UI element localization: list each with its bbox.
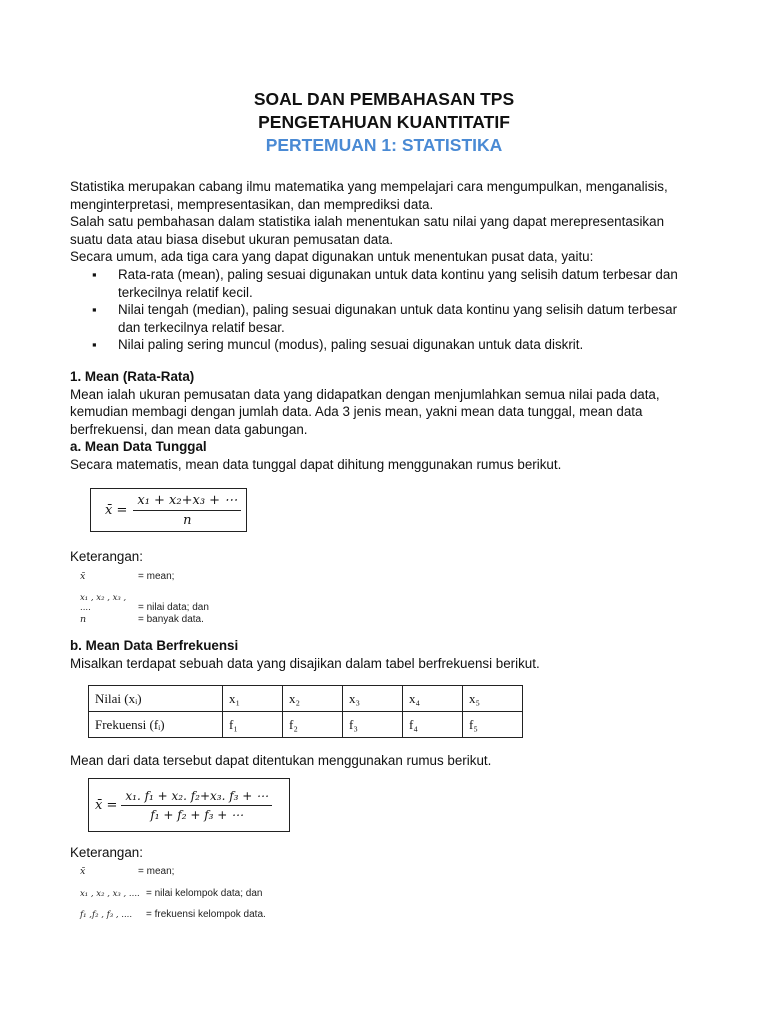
formula-fraction	[133, 493, 241, 528]
title-line-1: SOAL DAN PEMBAHASAN TPS	[253, 89, 515, 109]
keterangan-symbol: x₁ , x₂ , x₃ , ....	[80, 593, 127, 613]
list-item: ▪ Rata-rata (mean), paling sesuai digunakan untuk data kontinu yang selisih datum terbesar dan terkecilnya relatif kecil.	[70, 266, 700, 301]
keterangan-row	[80, 614, 204, 625]
keterangan-symbol: f₁ ,f₂ , f₃ , ....	[80, 910, 133, 920]
formula-denominator: f₁ + f₂ + f₃ + ⋯	[150, 807, 244, 822]
title-line-3: PERTEMUAN 1: STATISTIKA	[265, 135, 503, 155]
list-item: ▪ Nilai tengah (median), paling sesuai digunakan untuk data kontinu yang selisih datum terbesar dan terkecilnya relatif besar.	[70, 301, 700, 336]
mean-berfrekuensi-after: Mean dari data tersebut dapat ditentukan menggunakan rumus berikut.	[70, 753, 492, 768]
formula-mean-tunggal	[90, 488, 247, 532]
mean-heading: 1. Mean (Rata-Rata)	[70, 369, 195, 384]
mean-tunggal-description: Secara matematis, mean data tunggal dapat dihitung menggunakan rumus berikut.	[70, 456, 562, 472]
keterangan-row	[80, 866, 174, 877]
table-cell: x₂	[283, 686, 343, 712]
intro-paragraph-1: Statistika merupakan cabang ilmu matematika yang mempelajari cara mengumpulkan, menganalisis, menginterpretasi, mempresentasikan, dan memprediksi data.	[70, 179, 668, 212]
keterangan-symbol: x̄	[80, 571, 86, 582]
formula-numerator: x₁. f₁ + x₂. f₂+x₃. f₃ + ⋯	[121, 789, 272, 806]
formula-fraction	[121, 789, 272, 822]
center-measure-list	[70, 266, 700, 354]
intro-section	[70, 178, 700, 354]
formula-lhs: x̄ =	[105, 502, 128, 518]
formula-numerator: x₁ + x₂+x₃ + ⋯	[133, 493, 241, 511]
table-cell: x₃	[343, 686, 403, 712]
formula-lhs: x̄ =	[95, 797, 118, 813]
keterangan-symbol: x₁ , x₂ , x₃ , ....	[80, 889, 140, 899]
keterangan-desc: = banyak data.	[138, 614, 204, 625]
title-block	[0, 88, 768, 157]
keterangan-symbol: x̄	[80, 866, 86, 877]
keterangan-row	[80, 888, 262, 899]
mean-berfrekuensi-section	[70, 637, 700, 672]
table-row	[89, 686, 523, 712]
keterangan-desc: = mean;	[138, 866, 175, 877]
intro-paragraph-3: Secara umum, ada tiga cara yang dapat digunakan untuk menentukan pusat data, yaitu:	[70, 249, 594, 265]
table-cell: f₂	[283, 712, 343, 738]
mean-berfrekuensi-description: Misalkan terdapat sebuah data yang disajikan dalam tabel berfrekuensi berikut.	[70, 655, 540, 671]
formula-denominator: n	[183, 512, 192, 528]
keterangan-symbol: n	[80, 614, 87, 625]
keterangan-row	[80, 571, 174, 582]
keterangan-desc: = nilai data; dan	[138, 602, 209, 613]
mean-tunggal-heading: a. Mean Data Tunggal	[70, 439, 207, 455]
keterangan-title-1: Keterangan:	[70, 549, 143, 564]
title-line-2: PENGETAHUAN KUANTITATIF	[258, 112, 510, 132]
mean-section	[70, 368, 700, 474]
table-cell: f₅	[463, 712, 523, 738]
table-row	[89, 712, 523, 738]
formula-mean-berfrekuensi	[88, 778, 290, 832]
table-cell: x₄	[403, 686, 463, 712]
mean-description: Mean ialah ukuran pemusatan data yang didapatkan dengan menjumlahkan semua nilai pada data, kemudian membagi dengan jumlah data. Ada 3 jenis mean, yakni mean data tunggal, mean data berfrekuensi, dan mean data gabungan.	[70, 386, 660, 437]
keterangan-desc: = mean;	[138, 571, 175, 582]
table-cell: Nilai (xᵢ)	[89, 686, 223, 712]
frequency-table	[88, 685, 523, 738]
table-cell: f₃	[343, 712, 403, 738]
table-cell: x₁	[223, 686, 283, 712]
keterangan-desc: = nilai kelompok data; dan	[146, 888, 263, 899]
table-cell: x₅	[463, 686, 523, 712]
table-cell: f₁	[223, 712, 283, 738]
keterangan-row	[80, 909, 266, 920]
intro-paragraph-2: Salah satu pembahasan dalam statistika ialah menentukan satu nilai yang dapat merepresentasikan suatu data atau biasa disebut ukuran pemusatan data.	[70, 214, 665, 247]
list-item: ▪ Nilai paling sering muncul (modus), paling sesuai digunakan untuk data diskrit.	[70, 336, 700, 354]
keterangan-desc: = frekuensi kelompok data.	[146, 909, 266, 920]
mean-berfrekuensi-heading: b. Mean Data Berfrekuensi	[70, 638, 239, 653]
keterangan-title-2: Keterangan:	[70, 845, 143, 860]
table-cell: f₄	[403, 712, 463, 738]
table-cell: Frekuensi (fᵢ)	[89, 712, 223, 738]
keterangan-row	[80, 593, 209, 613]
